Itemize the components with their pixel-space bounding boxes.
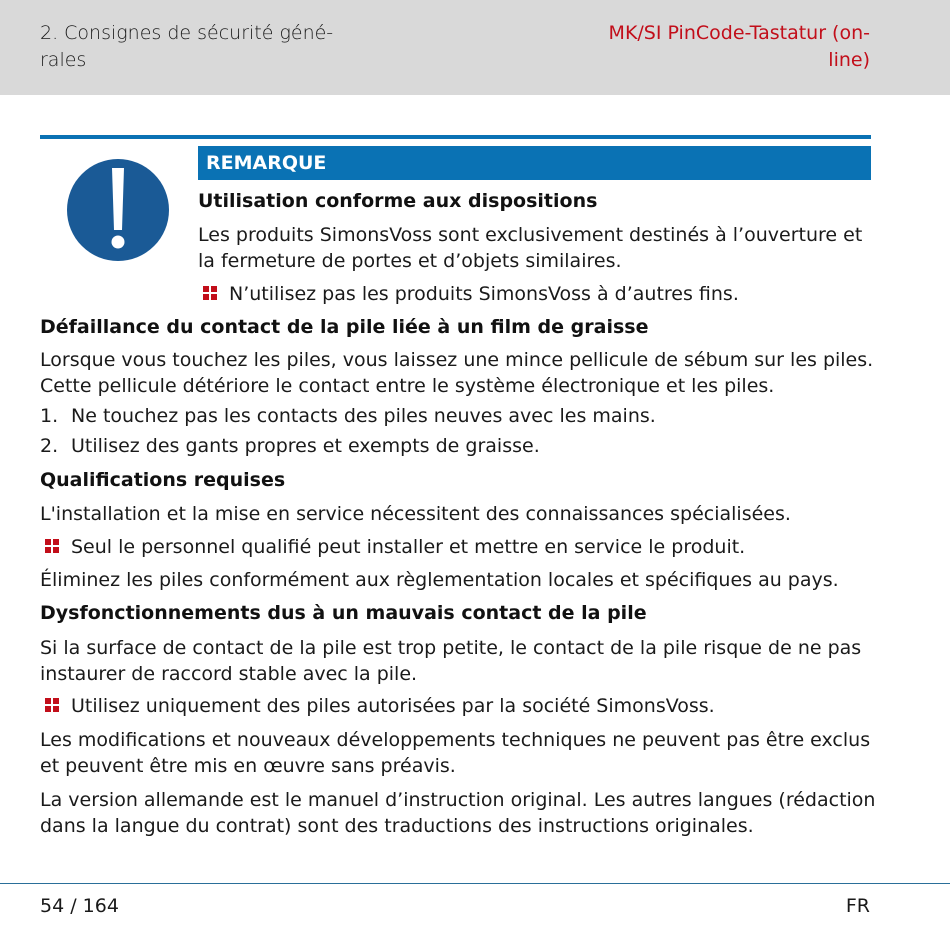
section3-bullet: Utilisez uniquement des piles autorisées par la société SimonsVoss.: [71, 695, 715, 717]
product-title-line2: line): [828, 49, 870, 71]
section3-text-line1: Si la surface de contact de la pile est trop petite, le contact de la pile risque de ne pas: [40, 637, 862, 659]
version-line1: La version allemande est le manuel d’instruction original. Les autres langues (rédaction: [40, 789, 876, 811]
bullet-icon: [45, 698, 59, 712]
mandatory-action-exclamation-icon: [62, 154, 174, 266]
note-text-line2: la fermeture de portes et d’objets similaires.: [198, 250, 622, 272]
step-number: 2.: [40, 435, 59, 457]
bullet-icon: [203, 286, 217, 300]
section-title-line1: 2. Consignes de sécurité géné-: [40, 22, 334, 44]
section3-heading: Dysfonctionnements dus à un mauvais contact de la pile: [40, 602, 647, 624]
section2-bullet: Seul le personnel qualifié peut installer et mettre en service le produit.: [71, 536, 746, 558]
section-title-line2: rales: [40, 49, 87, 71]
note-bullet: N’utilisez pas les produits SimonsVoss à d’autres fins.: [229, 283, 739, 305]
page-number: 54 / 164: [40, 895, 119, 917]
section1-heading: Défaillance du contact de la pile liée à un film de graisse: [40, 316, 649, 338]
step-number: 1.: [40, 405, 59, 427]
bullet-icon: [45, 539, 59, 553]
note-text-line1: Les produits SimonsVoss sont exclusivement destinés à l’ouverture et: [198, 224, 863, 246]
section-title: [40, 20, 340, 74]
product-title: [570, 20, 870, 74]
modifications-line1: Les modifications et nouveaux développements techniques ne peuvent pas être exclus: [40, 729, 871, 751]
section2-text: L'installation et la mise en service nécessitent des connaissances spécialisées.: [40, 503, 791, 525]
section1-text-line2: Cette pellicule détériore le contact entre le système électronique et les piles.: [40, 375, 775, 397]
step-text: Utilisez des gants propres et exempts de graisse.: [71, 435, 540, 457]
section3-text-line2: instaurer de raccord stable avec la pile.: [40, 663, 418, 685]
version-line2: dans la langue du contrat) sont des traductions des instructions originales.: [40, 815, 754, 837]
section2-disposal: Éliminez les piles conformément aux règlementation locales et spécifiques au pays.: [40, 569, 839, 591]
product-title-line1: MK/SI PinCode-Tastatur (on-: [608, 22, 870, 44]
page-header: [0, 0, 950, 95]
language-code: FR: [845, 895, 870, 917]
note-top-rule: [40, 135, 871, 139]
modifications-line2: et peuvent être mis en œuvre sans préavis.: [40, 755, 456, 777]
section2-heading: Qualifications requises: [40, 469, 286, 491]
footer-rule: [0, 883, 950, 884]
section1-text-line1: Lorsque vous touchez les piles, vous laissez une mince pellicule de sébum sur les piles.: [40, 349, 874, 371]
step-text: Ne touchez pas les contacts des piles neuves avec les mains.: [71, 405, 656, 427]
note-label: REMARQUE: [198, 146, 871, 180]
note-heading: Utilisation conforme aux dispositions: [198, 190, 598, 212]
